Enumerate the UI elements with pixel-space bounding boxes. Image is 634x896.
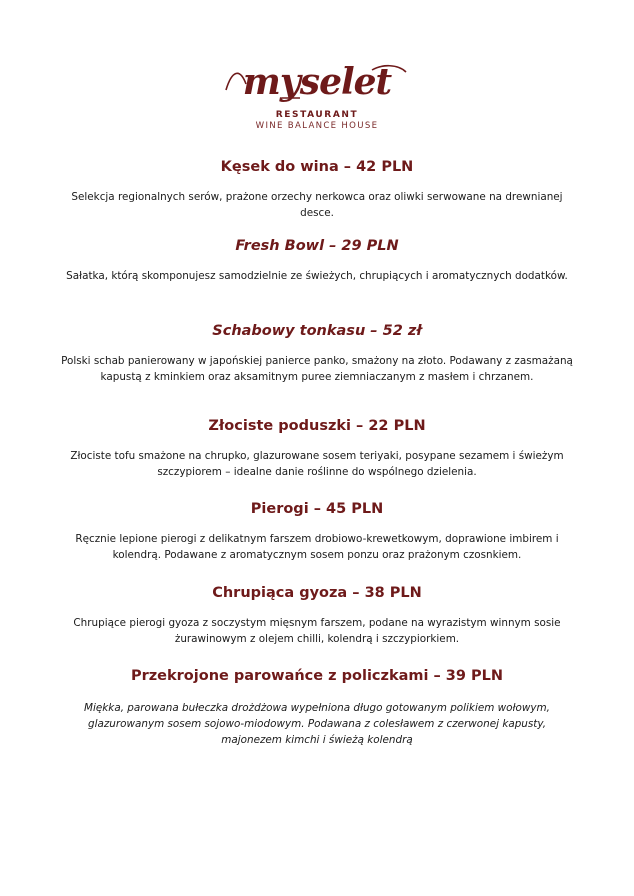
menu-item-description: Chrupiące pierogi gyoza z soczystym mięsnym farszem, podane na wyrazistym winnym sosie żurawinowym z olejem chilli, kolendrą i szczypiorkiem. bbox=[73, 617, 561, 645]
menu-item-description: Złociste tofu smażone na chrupko, glazurowane sosem teriyaki, posypane sezamem i świeżym szczypiorem – idealne danie roślinne do wspólnego dzielenia. bbox=[70, 450, 564, 478]
menu-item-title: Schabowy tonkasu – 52 zł bbox=[212, 323, 422, 339]
menu-item-title: Chrupiąca gyoza – 38 PLN bbox=[212, 585, 422, 601]
menu-item-kesek bbox=[60, 158, 574, 221]
menu-item-zlociste-poduszki bbox=[60, 417, 574, 480]
logo-subtitle-wine-balance: WINE BALANCE HOUSE bbox=[255, 121, 379, 131]
menu-item-parowance bbox=[60, 667, 574, 748]
restaurant-logo bbox=[0, 60, 634, 131]
menu-item-title: Kęsek do wina – 42 PLN bbox=[220, 159, 414, 175]
logo-wordmark: myselet bbox=[242, 61, 392, 103]
myselet-logo-icon bbox=[222, 60, 412, 106]
menu-item-title: Fresh Bowl – 29 PLN bbox=[235, 238, 399, 254]
menu-item-description: Ręcznie lepione pierogi z delikatnym farszem drobiowo-krewetkowym, doprawione imbirem i kolendrą. Podawane z aromatycznym sosem ponzu oraz prażonym czosnkiem. bbox=[75, 533, 559, 561]
menu-item-description: Polski schab panierowany w japońskiej panierce panko, smażony na złoto. Podawany z zasmażaną kapustą z kminkiem oraz aksamitnym puree ziemniaczanym z masłem i chrzanem. bbox=[61, 355, 573, 383]
menu-item-pierogi bbox=[60, 500, 574, 563]
menu-item-description: Miękka, parowana bułeczka drożdżowa wypełniona długo gotowanym polikiem wołowym, glazurowanym sosem sojowo-miodowym. Podawana z colesławem z czerwonej kapusty, majonezem kimchi i świeżą kolendrą bbox=[84, 702, 550, 746]
menu-item-description: Selekcja regionalnych serów, prażone orzechy nerkowca oraz oliwki serwowane na drewnianej desce. bbox=[71, 191, 563, 219]
menu-item-description: Sałatka, którą skomponujesz samodzielnie ze świeżych, chrupiących i aromatycznych dodatków. bbox=[66, 270, 568, 282]
logo-subtitle-restaurant: RESTAURANT bbox=[275, 110, 359, 120]
menu-item-title: Pierogi – 45 PLN bbox=[250, 501, 384, 517]
menu-item-fresh-bowl bbox=[60, 237, 574, 284]
menu-item-gyoza bbox=[60, 584, 574, 647]
menu-item-schabowy bbox=[60, 322, 574, 385]
menu-item-title: Złociste poduszki – 22 PLN bbox=[208, 418, 426, 434]
menu-item-title: Przekrojone parowańce z policzkami – 39 PLN bbox=[130, 668, 504, 684]
